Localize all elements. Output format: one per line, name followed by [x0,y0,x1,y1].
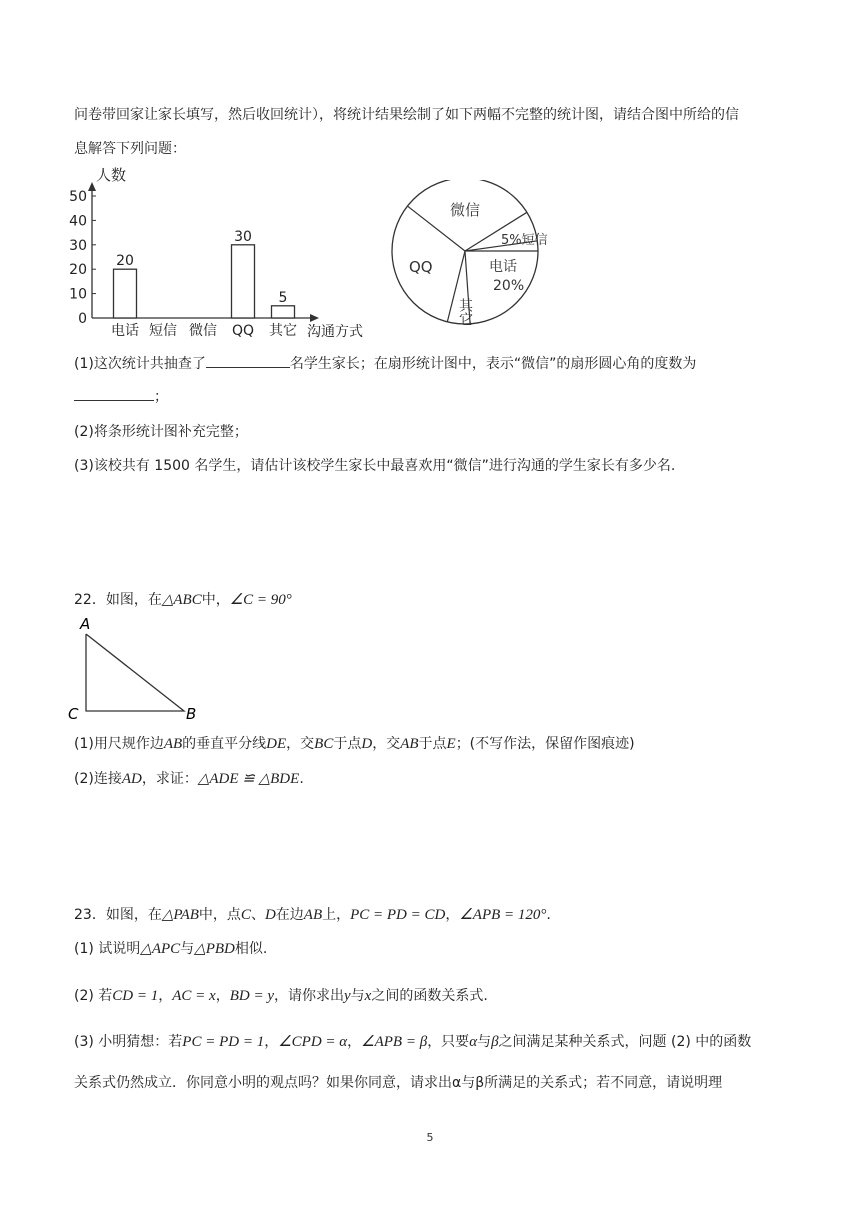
triangle-abc [86,634,184,711]
q23-p2-g: ，请你求出 [273,988,344,1004]
q22-header [74,589,292,609]
q21-p1-text-a: (1)这次统计共抽查了 [74,356,206,372]
page-number: 5 [426,1131,434,1144]
q22-angle: ∠C = 90° [229,592,292,608]
q22-p2-c: △ADE ≌ △BDE [197,771,300,787]
q23-p3-i: 与 [477,1034,492,1050]
y-tick-label: 10 [69,286,87,303]
q22-tri: △ABC [161,592,202,608]
q21-part3: (3)该校共有 1500 名学生，请估计该校学生家长中最喜欢用“微信”进行沟通的学生家长有多少名. [74,458,676,474]
q22-p1-bc: BC [314,736,334,752]
q23-ang: ∠APB = 120° [459,907,547,923]
q22-p1-ab2: AB [400,736,419,752]
q21-p1-text-b: 名学生家长；在扇形统计图中，表示“微信”的扇形圆心角的度数为 [289,356,697,372]
q22-p2-b: ，求证： [141,771,198,787]
q22-p1-c: ，交 [286,736,315,752]
q21-blank-2 [74,388,154,401]
q22-p1-ab: AB [163,736,183,752]
q22-triangle-figure [64,612,204,722]
q22-p1-e: ，交 [372,736,401,752]
q23-p3-j: β [491,1034,499,1050]
q22-p1-b: 的垂直平分线 [182,736,267,752]
q22-p1-dd: D [361,736,373,752]
q23-header [74,904,551,924]
q23-d: D [264,907,276,923]
q23-p1-b: △APC [140,941,181,957]
q21-blank-1 [206,355,290,368]
q22-p1-de: DE [266,736,287,752]
y-axis-label: 人数 [96,166,127,184]
label-a: A [80,615,91,633]
q23-p2-j: x [364,988,372,1004]
q23-part3-cont: 关系式仍然成立．你同意小明的观点吗？如果你同意，请求出α与β所满足的关系式；若不同意，请说明理 [74,1075,723,1091]
q22-p2-ad: AD [121,771,142,787]
q23-p2-d: AC = x [172,988,216,1004]
bar-0 [114,269,137,318]
q23-p3-a: (3) 小明猜想：若 [74,1034,183,1050]
bar-value-label: 20 [116,253,134,270]
q23-p1-c: 与 [180,941,195,957]
q23-t3: 在边 [275,907,304,923]
q23-p3-h: α [469,1034,478,1050]
q22-part2 [74,768,304,788]
x-tick-label: 短信 [149,323,177,339]
bar-value-label: 30 [234,228,252,245]
q22-p2-d: . [299,771,304,787]
q23-eq: PC = PD = CD [350,907,446,923]
q23-p2-f: BD = y [229,988,274,1004]
q23-part3 [74,1031,751,1051]
q23-tri: △PAB [161,907,199,923]
q23-p1-d: △PBD [194,941,235,957]
x-axis-arrow [310,314,319,322]
q23-p1-e: 相似. [234,941,268,957]
q23-p2-e: ， [215,988,230,1004]
q22-part1 [74,733,635,753]
pie-label-wechat: 微信 [450,201,481,219]
q23-p3-k: 之间满足某种关系式，问题 (2) 中的函数 [498,1034,752,1050]
q23-part1 [74,938,267,958]
q22-head: 22．如图，在 [74,592,162,608]
pie-label-sms: 5%短信 [501,233,548,248]
q23-p3-d: ∠CPD = α [278,1034,348,1050]
q23-ab: AB [303,907,323,923]
pie-label-phone-pct: 20% [493,278,525,294]
intro-line-2: 息解答下列问题： [74,141,186,157]
bar-chart-bars [114,245,295,318]
y-tick-label: 30 [69,237,87,254]
label-c: C [68,705,79,722]
q23-head: 23．如图，在 [74,907,162,923]
q23-p2-h: y [343,988,351,1004]
y-tick-label: 0 [78,311,87,327]
q22-p1-a: (1)用尺规作边 [74,736,164,752]
bar-chart [55,162,375,342]
q23-p3-e: ， [347,1034,362,1050]
q23-p3-g: ，只要 [427,1034,470,1050]
pie-label-qq: QQ [409,258,433,276]
q23-p3-f: ∠APB = β [361,1034,428,1050]
q22-p1-g: ；(不写作法，保留作图痕迹) [455,736,635,752]
q23-t4: 上， [322,907,351,923]
x-axis-label: 沟通方式 [307,324,363,340]
bar-4 [272,306,295,318]
q21-p1-text-c: ； [154,389,168,405]
x-tick-label: 电话 [111,323,139,339]
q23-p1-a: (1) 试说明 [74,941,141,957]
q23-p3-b: PC = PD = 1 [182,1034,265,1050]
q22-mid: 中， [201,592,230,608]
q23-c: C [240,907,251,923]
q22-p2-a: (2)连接 [74,771,122,787]
q23-p2-a: (2) 若 [74,988,113,1004]
q23-p2-k: 之间的函数关系式. [371,988,488,1004]
bar-value-label: 5 [278,289,288,306]
q22-p1-f: 于点 [418,736,447,752]
pie-label-other: 其它 [457,298,473,326]
q21-part1 [74,353,696,373]
x-tick-label: 其它 [269,323,297,339]
q23-part2 [74,985,488,1005]
y-tick-label: 50 [69,189,87,205]
q23-p2-c: ， [158,988,173,1004]
y-tick-label: 40 [69,213,87,230]
pie-label-phone: 电话 [489,259,517,275]
pie-chart [385,180,565,330]
q23-p2-b: CD = 1 [112,988,159,1004]
q21-part1-cont [74,386,168,406]
q23-t6: . [546,907,551,923]
label-b: B [186,705,197,722]
q23-t1: 中，点 [198,907,241,923]
q22-p1-ee: E [446,736,456,752]
x-tick-label: QQ [231,323,255,339]
q23-t2: 、 [250,907,265,923]
q21-part2: (2)将条形统计图补充完整； [74,424,248,440]
q23-p2-i: 与 [350,988,365,1004]
q22-p1-d: 于点 [333,736,362,752]
x-tick-label: 微信 [189,323,217,339]
y-axis-arrow [88,182,96,191]
bar-3 [232,245,255,318]
y-tick-label: 20 [69,262,87,279]
intro-line-1: 问卷带回家让家长填写，然后收回统计），将统计结果绘制了如下两幅不完整的统计图，请结合图中所给的信 [74,107,739,123]
q23-t5: ， [445,907,460,923]
q23-p3-c: ， [264,1034,279,1050]
